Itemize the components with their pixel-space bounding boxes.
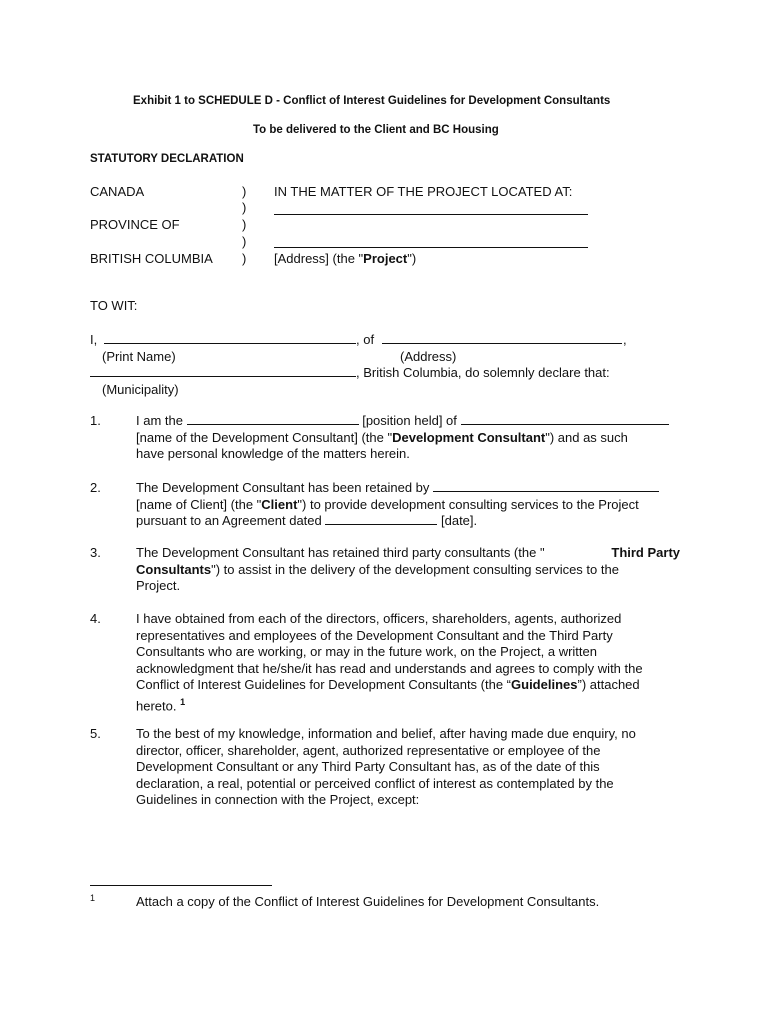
item-2: The Development Consultant has been retained by [name of Client] (the "Client") to provide development consulting services to the Project pursuant to an Agreement dated [date].	[136, 480, 680, 530]
consultant-name-field[interactable]	[461, 413, 669, 425]
paren: )	[242, 251, 247, 266]
print-name-field[interactable]	[104, 332, 356, 344]
venue-bc: BRITISH COLUMBIA	[90, 251, 213, 266]
footnote-divider	[90, 885, 272, 886]
address-label: [Address] (the "Project")	[274, 251, 417, 266]
item-5: To the best of my knowledge, information and belief, after having made due enquiry, no director, officer, shareholder, agent, authorized representative or employee of the Development Consultant or any Third Party Consultant has, as of the date of this declaration, a real, potential or perceived conflict of interest as contemplated by the Guidelines in connection with the Project, except:	[136, 726, 636, 807]
project-address-line-2[interactable]	[274, 236, 588, 248]
item-number: 4.	[90, 611, 101, 626]
footnote-mark: 1	[90, 893, 96, 903]
of-label: , of	[356, 332, 375, 347]
venue-canada: CANADA	[90, 184, 145, 199]
item-1: I am the [position held] of [name of the Development Consultant] (the "Development Consultant") and as such have personal knowledge of the matters herein.	[136, 413, 680, 463]
address-caption: (Address)	[400, 349, 457, 364]
project-address-line-1[interactable]	[274, 203, 588, 215]
municipality-field[interactable]	[90, 365, 356, 377]
item-number: 1.	[90, 413, 101, 428]
document-subtitle: To be delivered to the Client and BC Housing	[253, 124, 499, 136]
item-number: 3.	[90, 545, 101, 560]
item-number: 2.	[90, 480, 101, 495]
position-held-field[interactable]	[187, 413, 359, 425]
document-title: Exhibit 1 to SCHEDULE D - Conflict of Interest Guidelines for Development Consultants	[133, 95, 611, 107]
municipality-caption: (Municipality)	[102, 382, 179, 397]
footnote-ref: 1	[180, 696, 186, 707]
agreement-date-field[interactable]	[325, 513, 437, 525]
footnote-text: Attach a copy of the Conflict of Interest Guidelines for Development Consultants.	[136, 894, 600, 909]
client-name-field[interactable]	[433, 480, 659, 492]
item-number: 5.	[90, 726, 101, 741]
address-field[interactable]	[382, 332, 622, 344]
item-3: The Development Consultant has retained third party consultants (the " Third Party Consultants") to assist in the delivery of the development consulting services to the Project.	[136, 545, 680, 593]
venue-province: PROVINCE OF	[90, 217, 180, 232]
to-wit: TO WIT:	[90, 298, 138, 313]
paren: )	[242, 217, 247, 232]
paren: )	[242, 200, 247, 215]
section-heading: STATUTORY DECLARATION	[90, 153, 244, 165]
matter-heading: IN THE MATTER OF THE PROJECT LOCATED AT:	[274, 184, 573, 199]
paren: )	[242, 234, 247, 249]
item-4: I have obtained from each of the directors, officers, shareholders, agents, authorized representatives and employees of the Development Consultant and the Third Party Consultants who are working, or may in the future work, on the Project, a written acknowledgment that he/she/it has read and understands and agrees to comply with the Conflict of Interest Guidelines for Development Consultants (the “Guidelines”) attached hereto. $^1$	[136, 611, 643, 713]
print-name-caption: (Print Name)	[102, 349, 176, 364]
declarant-i: I,	[90, 332, 98, 347]
comma: ,	[623, 332, 627, 347]
paren: )	[242, 184, 247, 199]
bc-declare: , British Columbia, do solemnly declare that:	[356, 365, 610, 380]
